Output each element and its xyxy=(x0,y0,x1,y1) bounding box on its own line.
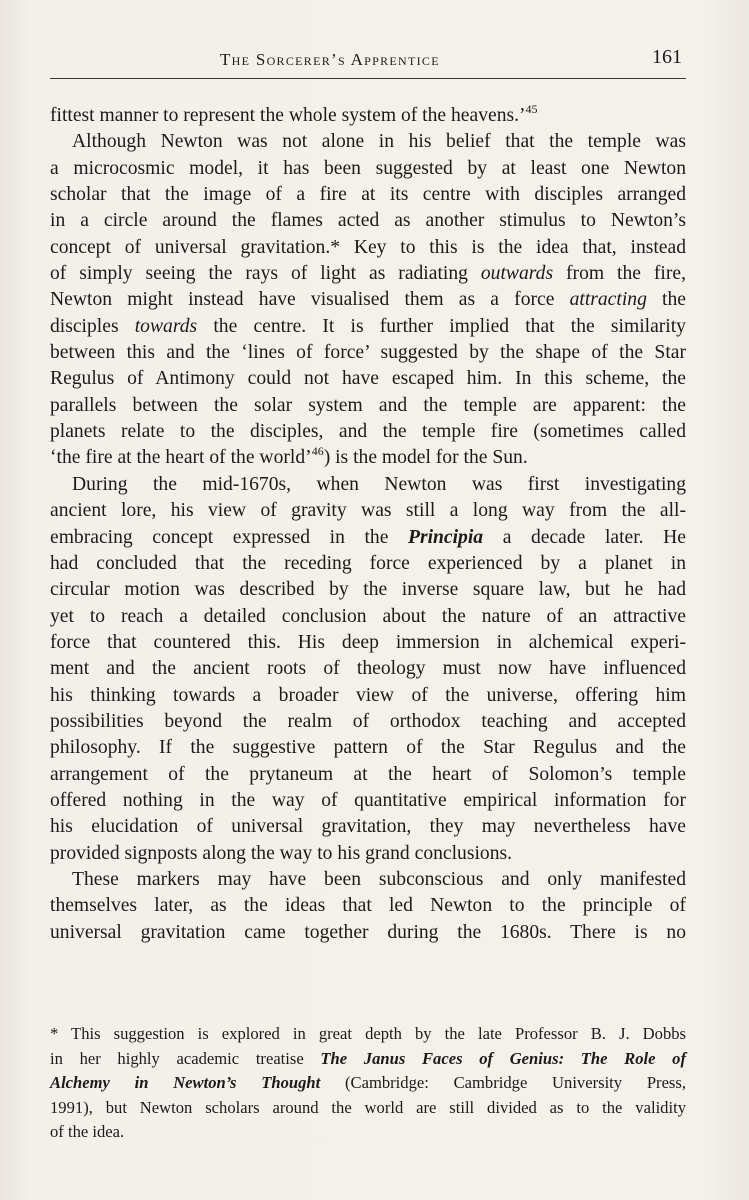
text-line: provided signposts along the way to his grand conclusions. xyxy=(50,842,513,864)
footnote-line: of the idea. xyxy=(50,1122,125,1142)
text-line: between this and the ‘lines of force’ suggested by the shape of the Star xyxy=(50,342,686,364)
text-line: During the mid-1670s, when Newton was first investigating xyxy=(72,473,686,495)
text-line: fittest manner to represent the whole system of the heavens.’$^{45}$ xyxy=(50,102,538,126)
text-line: These markers may have been subconscious and only manifested xyxy=(72,868,686,890)
text-line: force that countered this. His deep immersion in alchemical experi- xyxy=(50,631,686,653)
running-title: The Sorcerer’s Apprentice xyxy=(220,50,440,69)
footnote-line: in her highly academic treatise The Janus Faces of Genius: The Role of xyxy=(50,1048,686,1068)
page-number: 161 xyxy=(652,46,682,68)
text-line: Although Newton was not alone in his belief that the temple was xyxy=(72,131,686,153)
body-text xyxy=(50,103,686,946)
text-line: his elucidation of universal gravitation, they may nevertheless have xyxy=(50,816,686,838)
text-line: universal gravitation came together during the 1680s. There is no xyxy=(50,921,686,943)
footnote-line: Alchemy in Newton’s Thought (Cambridge: Cambridge University Press, xyxy=(50,1073,686,1093)
text-line: in a circle around the flames acted as another stimulus to Newton’s xyxy=(50,210,686,232)
footnote-line: 1991), but Newton scholars around the world are still divided as to the validity xyxy=(50,1097,686,1117)
text-line: of simply seeing the rays of light as radiating outwards from the fire, xyxy=(50,263,686,285)
text-line: philosophy. If the suggestive pattern of the Star Regulus and the xyxy=(50,737,686,759)
text-line: planets relate to the disciples, and the temple fire (sometimes called xyxy=(50,421,686,443)
text-line: ‘the fire at the heart of the world’$^{46}$) is the model for the Sun. xyxy=(50,444,528,469)
footnote xyxy=(50,1022,686,1145)
running-header xyxy=(50,46,686,79)
text-line: offered nothing in the way of quantitative empirical information for xyxy=(50,789,686,811)
text-line: parallels between the solar system and the temple are apparent: the xyxy=(50,394,686,416)
text-line: his thinking towards a broader view of the universe, offering him xyxy=(50,684,686,706)
text-line: ment and the ancient roots of theology must now have influenced xyxy=(50,658,686,680)
text-line: a microcosmic model, it has been suggested by at least one Newton xyxy=(50,157,686,179)
text-line: arrangement of the prytaneum at the heart of Solomon’s temple xyxy=(50,763,686,785)
text-line: disciples towards the centre. It is further implied that the similarity xyxy=(50,315,686,337)
text-line: concept of universal gravitation.* Key to this is the idea that, instead xyxy=(50,236,686,258)
text-line: scholar that the image of a fire at its centre with disciples arranged xyxy=(50,184,686,206)
text-line: themselves later, as the ideas that led Newton to the principle of xyxy=(50,895,686,917)
text-line: Newton might instead have visualised them as a force attracting the xyxy=(50,289,686,311)
footnote-line: * This suggestion is explored in great depth by the late Professor B. J. Dobbs xyxy=(50,1024,686,1043)
text-line: ancient lore, his view of gravity was still a long way from the all- xyxy=(50,500,686,522)
text-line: Regulus of Antimony could not have escaped him. In this scheme, the xyxy=(50,368,686,390)
text-line: had concluded that the receding force experienced by a planet in xyxy=(50,552,686,574)
text-line: embracing concept expressed in the Principia a decade later. He xyxy=(50,526,686,548)
text-line: possibilities beyond the realm of orthodox teaching and accepted xyxy=(50,710,686,732)
text-line: circular motion was described by the inverse square law, but he had xyxy=(50,579,686,601)
text-line: yet to reach a detailed conclusion about the nature of an attractive xyxy=(50,605,686,627)
